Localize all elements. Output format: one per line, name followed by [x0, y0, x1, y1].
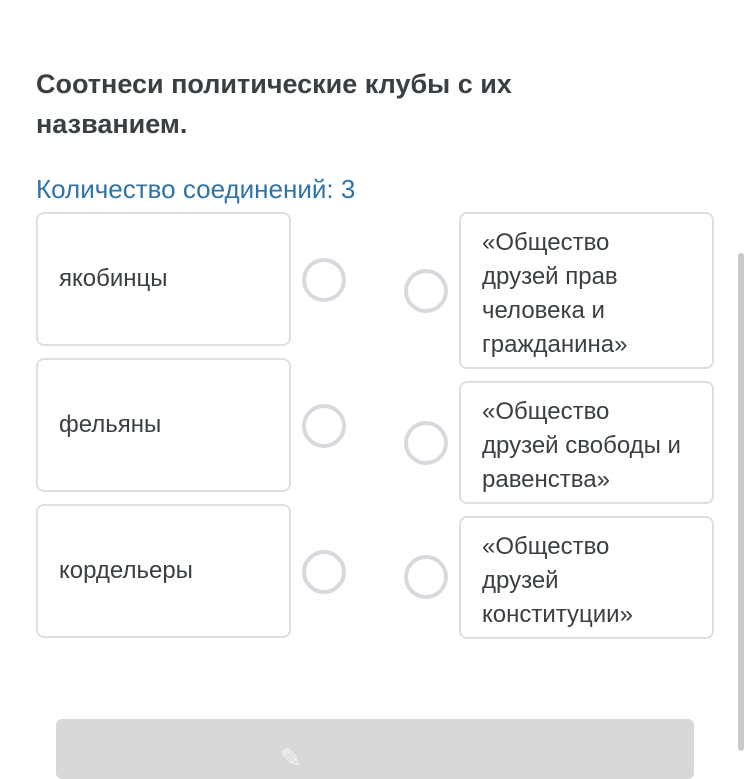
scrollbar[interactable] — [738, 253, 744, 751]
right-item-3[interactable] — [459, 516, 714, 639]
connections-count: Количество соединений: 3 — [36, 174, 356, 204]
previous-content-cut — [36, 0, 596, 8]
left-item-feuillants[interactable] — [36, 358, 291, 492]
right-item-1[interactable] — [459, 212, 714, 369]
left-connector-2[interactable] — [302, 404, 346, 448]
right-item-label: «Общество друзей свободы и равенства» — [482, 398, 681, 493]
left-item-label: якобинцы — [59, 265, 168, 292]
left-item-jacobins[interactable] — [36, 212, 291, 346]
right-item-label: «Общество друзей конституции» — [482, 533, 633, 628]
submit-button[interactable] — [56, 719, 694, 779]
left-item-label: фельяны — [59, 411, 162, 438]
left-item-cordeliers[interactable] — [36, 504, 291, 638]
right-connector-3[interactable] — [404, 555, 448, 599]
right-connector-2[interactable] — [404, 421, 448, 465]
left-connector-1[interactable] — [302, 258, 346, 302]
question-title: Соотнеси политические клубы с их названием. — [36, 69, 512, 139]
right-item-label: «Общество друзей прав человека и гражданина» — [482, 229, 628, 358]
edit-icon: ✎ — [280, 743, 302, 773]
left-item-label: кордельеры — [59, 557, 193, 584]
right-item-2[interactable] — [459, 381, 714, 504]
right-connector-1[interactable] — [404, 269, 448, 313]
left-connector-3[interactable] — [302, 550, 346, 594]
